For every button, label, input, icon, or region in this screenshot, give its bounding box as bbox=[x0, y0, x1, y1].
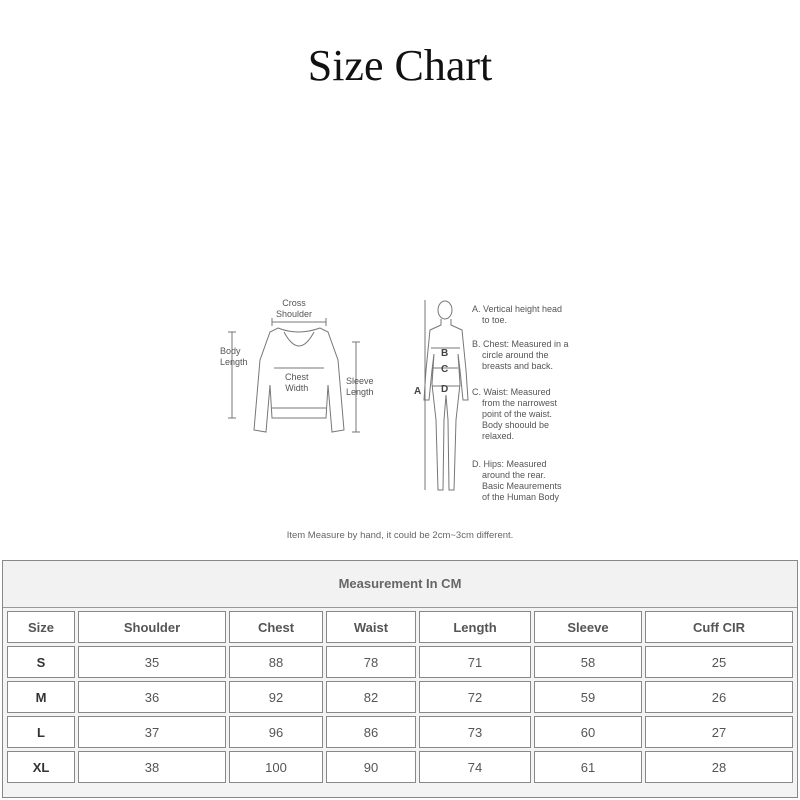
size-cell: M bbox=[7, 681, 75, 713]
size-cell: L bbox=[7, 716, 75, 748]
size-cell: XL bbox=[7, 751, 75, 783]
measurement-diagram bbox=[210, 290, 590, 520]
size-table bbox=[2, 560, 798, 798]
table-cell: 28 bbox=[645, 751, 793, 783]
legend-c: C. Waist: Measured from the narrowest point of the waist. Body shoould be relaxed. bbox=[472, 387, 558, 441]
table-cell: 38 bbox=[78, 751, 226, 783]
table-row bbox=[7, 716, 793, 748]
body-letter-d: D bbox=[441, 384, 449, 395]
table-row bbox=[7, 751, 793, 783]
size-cell: S bbox=[7, 646, 75, 678]
header-cell: Chest bbox=[229, 611, 323, 643]
table-cell: 96 bbox=[229, 716, 323, 748]
legend-a: A. Vertical height head to toe. bbox=[472, 304, 563, 325]
body-letter-c: C bbox=[441, 364, 449, 375]
sleeve-length-label: Sleeve Length bbox=[346, 376, 374, 397]
table-title: Measurement In CM bbox=[3, 561, 797, 608]
header-cell: Length bbox=[419, 611, 531, 643]
measure-note: Item Measure by hand, it could be 2cm~3cm different. bbox=[286, 530, 514, 541]
body-length-label: Body Length bbox=[220, 346, 248, 367]
legend-b: B. Chest: Measured in a circle around the breasts and back. bbox=[472, 339, 569, 371]
body-letter-b: B bbox=[441, 348, 449, 359]
table-cell: 74 bbox=[419, 751, 531, 783]
table-row bbox=[7, 646, 793, 678]
body-letter-a: A bbox=[414, 386, 422, 397]
table-row bbox=[7, 681, 793, 713]
figure-body bbox=[424, 319, 468, 490]
header-cell: Waist bbox=[326, 611, 416, 643]
header-cell: Size bbox=[7, 611, 75, 643]
table-cell: 86 bbox=[326, 716, 416, 748]
table-cell: 26 bbox=[645, 681, 793, 713]
shirt-neck bbox=[284, 332, 314, 346]
table-cell: 78 bbox=[326, 646, 416, 678]
table-cell: 60 bbox=[534, 716, 642, 748]
legend-d: D. Hips: Measured around the rear. Basic Meaurements of the Human Body bbox=[472, 459, 562, 502]
header-cell: Shoulder bbox=[78, 611, 226, 643]
header-cell: Cuff CIR bbox=[645, 611, 793, 643]
table-cell: 37 bbox=[78, 716, 226, 748]
table-cell: 88 bbox=[229, 646, 323, 678]
table-cell: 72 bbox=[419, 681, 531, 713]
table-cell: 36 bbox=[78, 681, 226, 713]
table-header-row bbox=[7, 611, 793, 643]
table-cell: 73 bbox=[419, 716, 531, 748]
measurement-table bbox=[4, 608, 796, 786]
table-cell: 25 bbox=[645, 646, 793, 678]
header-cell: Sleeve bbox=[534, 611, 642, 643]
table-cell: 82 bbox=[326, 681, 416, 713]
figure-head bbox=[438, 301, 452, 319]
table-cell: 35 bbox=[78, 646, 226, 678]
table-cell: 90 bbox=[326, 751, 416, 783]
table-cell: 61 bbox=[534, 751, 642, 783]
cross-shoulder-label: Cross Shoulder bbox=[276, 298, 313, 319]
table-cell: 59 bbox=[534, 681, 642, 713]
page-title: Size Chart bbox=[307, 41, 493, 90]
chest-width-label: Chest Width bbox=[285, 372, 309, 393]
table-cell: 71 bbox=[419, 646, 531, 678]
table-cell: 100 bbox=[229, 751, 323, 783]
table-cell: 27 bbox=[645, 716, 793, 748]
table-cell: 92 bbox=[229, 681, 323, 713]
table-cell: 58 bbox=[534, 646, 642, 678]
